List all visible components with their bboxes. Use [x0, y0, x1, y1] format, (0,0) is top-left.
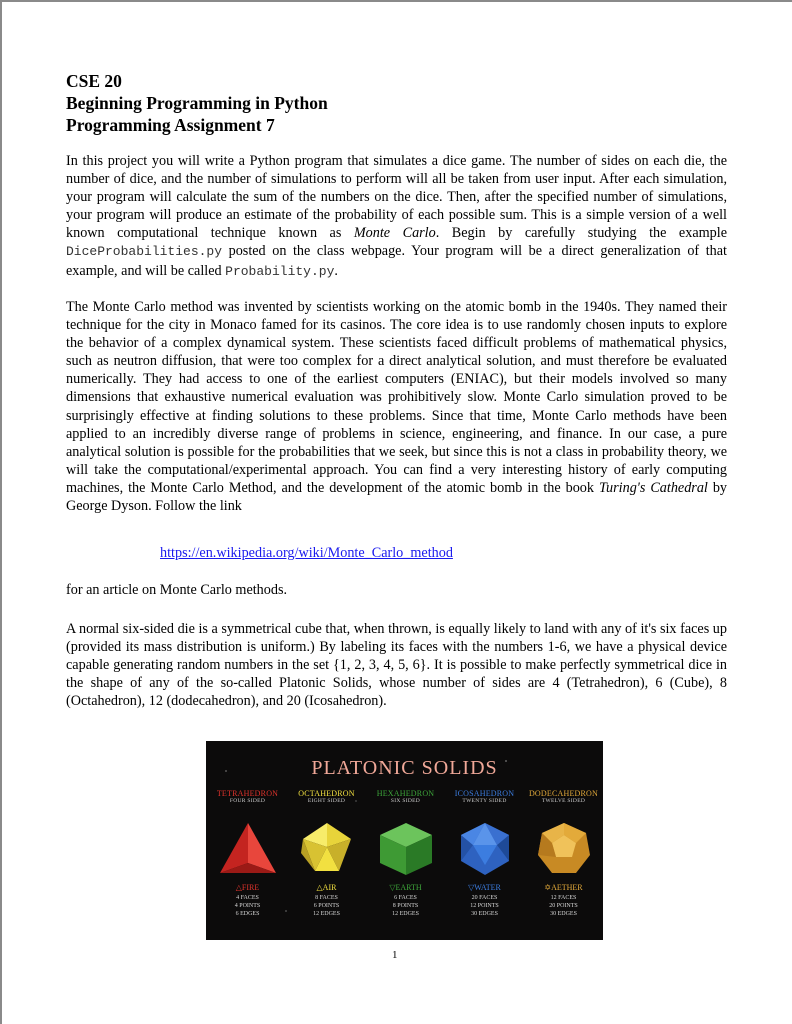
cube-icon: [376, 821, 436, 877]
platonic-solids-image: [206, 741, 603, 940]
icosahedron-column: [445, 789, 524, 917]
book-title: Turing's Cathedral: [598, 479, 708, 496]
edges-count: 6 EDGES: [235, 911, 260, 917]
solid-name: HEXAHEDRON: [376, 789, 435, 798]
link-line: [160, 545, 453, 562]
assignment-title: Programming Assignment 7: [66, 115, 275, 135]
dodecahedron-column: [524, 789, 603, 917]
tetrahedron-column: [208, 789, 287, 917]
points-count: 4 POINTS: [234, 903, 261, 909]
element-water: ▽WATER: [468, 883, 501, 892]
dice-paragraph: A normal six-sided die is a symmetrical cube that, when thrown, is equally likely to land with any of it's six faces up (provided its mass distribution is uniform.) By labeling its faces with the numbers 1-6, we have a physical device capable generating random numbers in the set {1, 2, 3, 4, 5, 6}. It is possible to make perfectly symmetrical dice in the shape of any of the so-called Platonic Solids, whose number of sides are 4 (Tetrahedron), 6 (Cube), 8 (Octahedron), 12 (dodecahedron), and 20 (Icosahedron).: [66, 621, 727, 710]
monte-carlo-term: Monte Carlo: [353, 225, 436, 242]
title-block: [66, 70, 328, 136]
points-count: 20 POINTS: [549, 903, 578, 909]
solid-sides: TWELVE SIDED: [541, 798, 586, 804]
program-filename: Probability.py: [225, 263, 335, 279]
solid-sides: TWENTY SIDED: [462, 798, 507, 804]
solid-name: ICOSAHEDRON: [454, 789, 515, 798]
icosahedron-icon: [455, 821, 515, 877]
wikipedia-link[interactable]: https://en.wikipedia.org/wiki/Monte_Carlo_method: [160, 545, 453, 561]
edges-count: 30 EDGES: [471, 911, 498, 917]
faces-count: 8 FACES: [315, 895, 338, 901]
edges-count: 12 EDGES: [392, 911, 419, 917]
points-count: 8 POINTS: [392, 903, 419, 909]
element-earth: ▽EARTH: [389, 883, 422, 892]
link-caption: for an article on Monte Carlo methods.: [66, 582, 288, 598]
faces-count: 4 FACES: [236, 895, 259, 901]
faces-count: 20 FACES: [471, 895, 498, 901]
faces-count: 6 FACES: [394, 895, 417, 901]
solid-sides: FOUR SIDED: [229, 798, 266, 804]
edges-count: 30 EDGES: [550, 911, 577, 917]
element-fire: △FIRE: [235, 883, 260, 892]
solid-name: OCTAHEDRON: [298, 789, 355, 798]
points-count: 12 POINTS: [470, 903, 499, 909]
solid-sides: SIX SIDED: [390, 798, 421, 804]
course-code: CSE 20: [66, 71, 122, 91]
tetrahedron-icon: [218, 821, 278, 877]
points-count: 6 POINTS: [313, 903, 340, 909]
octahedron-column: [287, 789, 366, 917]
history-paragraph: The Monte Carlo method was invented by scientists working on the atomic bomb in the 1940s. They named their technique for the city in Monaco famed for its casinos. The core idea is to use randomly chosen inputs to explore the behavior of a complex dynamical system. These scientists faced difficult problems of mathematical physics, such as neutron diffusion, that were too complex for a direct analytical solution, and must therefore be evaluated numerically. They had access to one of the earliest computers (ENIAC), but their models involved so many dimensions that exhaustive numerical evaluation was prohibitively slow. Monte Carlo simulation proved to be surprisingly effective at finding solutions to these problems. Since that time, Monte Carlo methods have been applied to an incredibly diverse range of problems in science, engineering, and finance. In our case, a pure analytical solution is possible for the probabilities that we seek, but since this is not a class in probability theory, we will take the computational/experimental approach. You can find a very interesting history of early computing machines, the Monte Carlo Method, and the development of the atomic bomb in the book Turing's Cathedral by George Dyson. Follow the link: [66, 299, 728, 515]
element-air: △AIR: [316, 883, 337, 892]
dodecahedron-icon: [534, 821, 594, 877]
octahedron-icon: [297, 821, 357, 877]
solid-name: DODECAHEDRON: [528, 789, 599, 798]
solid-name: TETRAHEDRON: [216, 789, 279, 798]
faces-count: 12 FACES: [550, 895, 577, 901]
element-aether: ✡AETHER: [544, 883, 583, 892]
course-title: Beginning Programming in Python: [66, 93, 328, 113]
poster-title: PLATONIC SOLIDS: [311, 757, 498, 779]
intro-paragraph: In this project you will write a Python program that simulates a dice game. The number of sides on each die, the number of dice, and the number of simulations to perform will all be taken from user input. After each simulation, your program will calculate the sum of the numbers on the dice. Then, after the specified number of simulations, your program will produce an estimate of the probability of each possible sum. This is a simple version of a well known computational technique known as Monte Carlo. Begin by carefully studying the example DiceProbabilities.py posted on the class webpage. Your program will be a direct generalization of that example, and will be called Probability.py.: [66, 153, 727, 279]
page-number: 1: [392, 949, 398, 961]
edges-count: 12 EDGES: [313, 911, 340, 917]
hexahedron-column: [366, 789, 445, 917]
solid-sides: EIGHT SIDED: [307, 798, 346, 804]
example-filename: DiceProbabilities.py: [66, 244, 223, 260]
